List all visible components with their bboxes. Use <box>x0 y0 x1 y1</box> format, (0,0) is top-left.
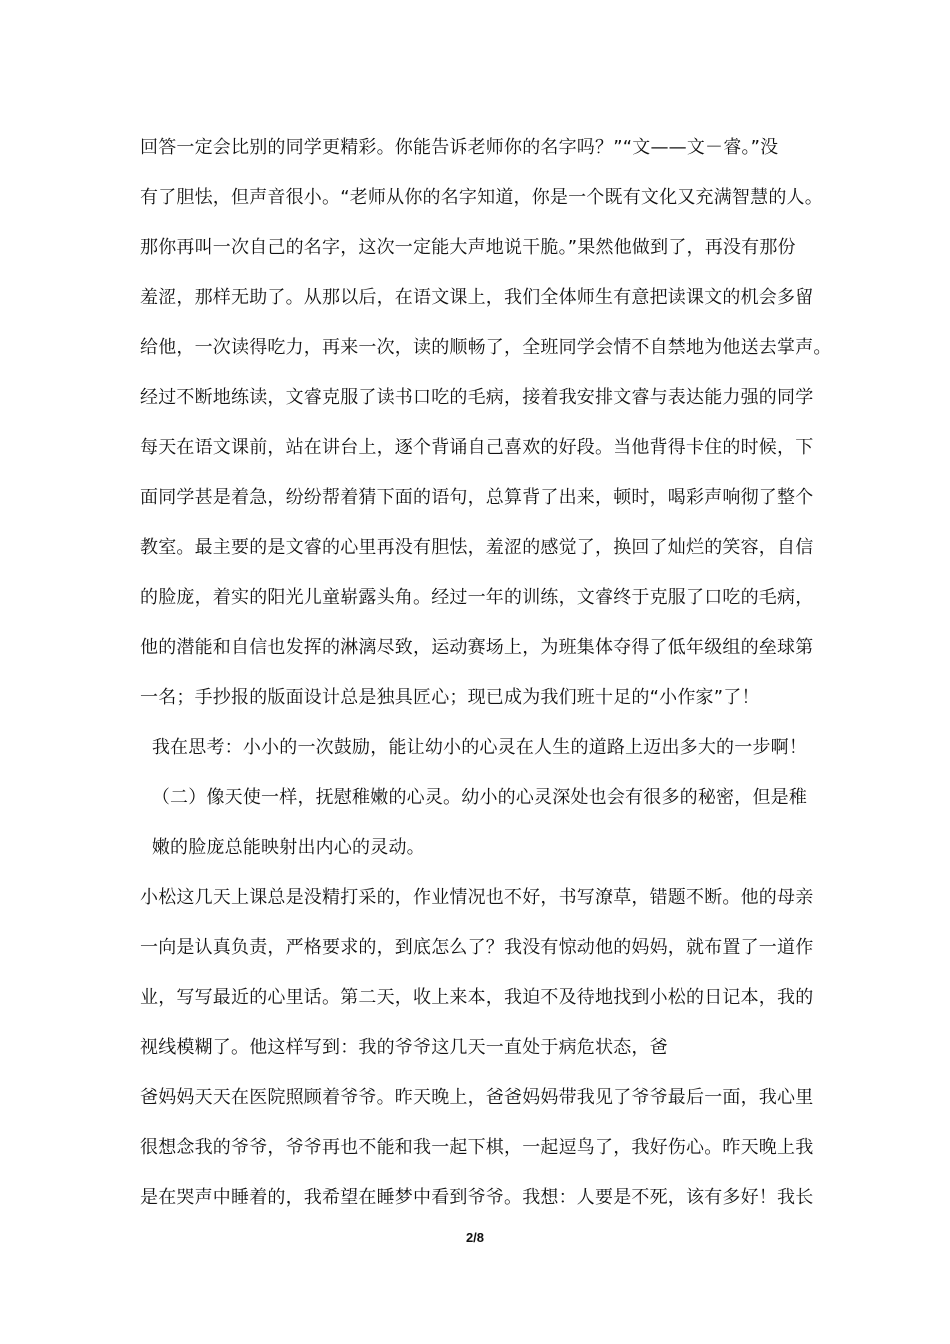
text-line: 教室。最主要的是文睿的心里再没有胆怯，羞涩的感觉了，换回了灿烂的笑容，自信 <box>140 537 814 558</box>
text-line: 有了胆怯，但声音很小。“老师从你的名字知道，你是一个既有文化又充满智慧的人。 <box>140 187 823 208</box>
text-line: 爸妈妈天天在医院照顾着爷爷。昨天晚上，爸爸妈妈带我见了爷爷最后一面，我心里 <box>140 1087 814 1108</box>
text-line: 面同学甚是着急，纷纷帮着猜下面的语句，总算背了出来，顿时，喝彩声响彻了整个 <box>140 487 814 508</box>
text-line: 我在思考：小小的一次鼓励，能让幼小的心灵在人生的道路上迈出多大的一步啊！ <box>140 737 808 758</box>
text-line: 一名；手抄报的版面设计总是独具匠心；现已成为我们班十足的“小作家”了！ <box>140 687 760 708</box>
text-line: 小松这几天上课总是没精打采的，作业情况也不好，书写潦草，错题不断。他的母亲 <box>140 887 814 908</box>
page-number: 2/8 <box>465 1230 485 1245</box>
text-line: 那你再叫一次自己的名字，这次一定能大声地说干脆。”果然他做到了，再没有那份 <box>140 237 796 258</box>
text-line: 给他，一次读得吃力，再来一次，读的顺畅了，全班同学会情不自禁地为他送去掌声。 <box>140 337 832 358</box>
text-line: 回答一定会比别的同学更精彩。你能告诉老师你的名字吗？”“文——文－睿。”没 <box>140 137 779 158</box>
text-line: 的脸庞，着实的阳光儿童崭露头角。经过一年的训练，文睿终于克服了口吃的毛病， <box>140 587 814 608</box>
section-heading: （二）像天使一样，抚慰稚嫩的心灵。幼小的心灵深处也会有很多的秘密，但是稚 <box>140 787 808 808</box>
text-line: 经过不断地练读，文睿克服了读书口吃的毛病，接着我安排文睿与表达能力强的同学 <box>140 387 814 408</box>
text-line: 羞涩，那样无助了。从那以后，在语文课上，我们全体师生有意把读课文的机会多留 <box>140 287 814 308</box>
text-line: 视线模糊了。他这样写到：我的爷爷这几天一直处于病危状态，爸 <box>140 1037 668 1058</box>
text-line: 他的潜能和自信也发挥的淋漓尽致，运动赛场上，为班集体夺得了低年级组的垒球第 <box>140 637 814 658</box>
text-line: 很想念我的爷爷，爷爷再也不能和我一起下棋，一起逗鸟了，我好伤心。昨天晚上我 <box>140 1137 814 1158</box>
text-line: 一向是认真负责，严格要求的，到底怎么了？我没有惊动他的妈妈，就布置了一道作 <box>140 937 814 958</box>
text-line: 业，写写最近的心里话。第二天，收上来本，我迫不及待地找到小松的日记本，我的 <box>140 987 814 1008</box>
text-line: 每天在语文课前，站在讲台上，逐个背诵自己喜欢的好段。当他背得卡住的时候，下 <box>140 437 814 458</box>
text-line: 是在哭声中睡着的，我希望在睡梦中看到爷爷。我想：人要是不死，该有多好！我长 <box>140 1187 814 1208</box>
text-line: 嫩的脸庞总能映射出内心的灵动。 <box>140 837 425 858</box>
